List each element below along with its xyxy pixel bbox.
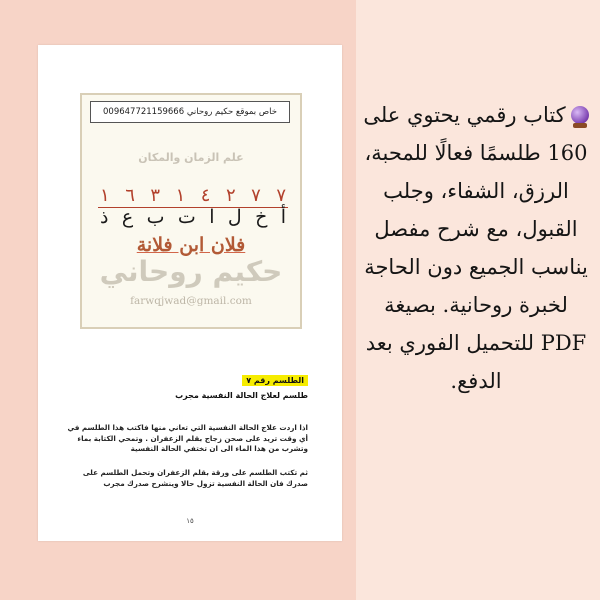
instruction-paragraph: اذا اردت علاج الحالة النفسية التي تعاني منها فاكتب هذا الطلسم في أي وقت تريد على صحن زجاج بقلم الزعفران . وتمحي الكتابة بماء وتشرب من هذا الماء الى ان تختفي الحالة النفسية: [67, 423, 308, 453]
watermark-email: farwqjwad@gmail.com: [130, 295, 252, 307]
section-title: الطلسم رقم ٧: [242, 375, 308, 386]
talisman-letter: ا: [209, 206, 215, 228]
crystal-ball-icon: [571, 106, 589, 124]
watermark-top: علم الزمان والمكان: [138, 151, 244, 164]
promo-description: كتاب رقمي يحتوي على 160 طلسمًا فعالًا للمحبة، الرزق، الشفاء، وجلب القبول، مع شرح مفصل يناسب الجميع دون الحاجة لخبرة روحانية. بصيغة PDF للتحميل الفوري بعد الدفع.: [363, 103, 588, 393]
talisman-letter: ذ: [100, 206, 109, 228]
talisman-letter: أ: [280, 206, 286, 228]
talisman-digit: ٧: [251, 185, 261, 206]
instruction-paragraph: ثم تكتب الطلسم على ورقة بقلم الزعفران وتحمل الطلسم على صدرك فان الحالة النفسية تزول حالا وينشرح صدرك مجرب: [82, 468, 308, 488]
talisman-letter: ت: [177, 206, 196, 228]
talisman-letter: خ: [255, 206, 268, 228]
talisman-letters: [100, 206, 286, 228]
talisman-digit: ١: [175, 185, 186, 206]
watermark-brand: حكيم روحاني: [99, 255, 283, 288]
talisman-digit: ٢: [225, 185, 236, 206]
document-page: [38, 45, 342, 541]
promo-text-block: [360, 96, 592, 400]
page-number: ١٥: [186, 517, 194, 525]
talisman-digit: ٦: [125, 185, 135, 206]
talisman-letter: ل: [227, 206, 242, 228]
talisman-letter: ع: [121, 206, 134, 228]
talisman-digit: ٣: [150, 185, 161, 206]
talisman-digit: ١: [100, 185, 110, 206]
talisman-digit: ٤: [200, 185, 211, 206]
section-subtitle: طلسم لعلاج الحالة النفسية مجرب: [175, 391, 308, 400]
talisman-digit: ٧: [276, 185, 286, 206]
talisman-digits: [100, 185, 286, 206]
talisman-box: [80, 93, 302, 329]
talisman-name-line: فلان ابن فلانة: [136, 234, 246, 256]
header-strip: خاص بموقع حكيم روحاني 009647721159666: [90, 101, 290, 123]
talisman-letter: ب: [146, 206, 165, 228]
